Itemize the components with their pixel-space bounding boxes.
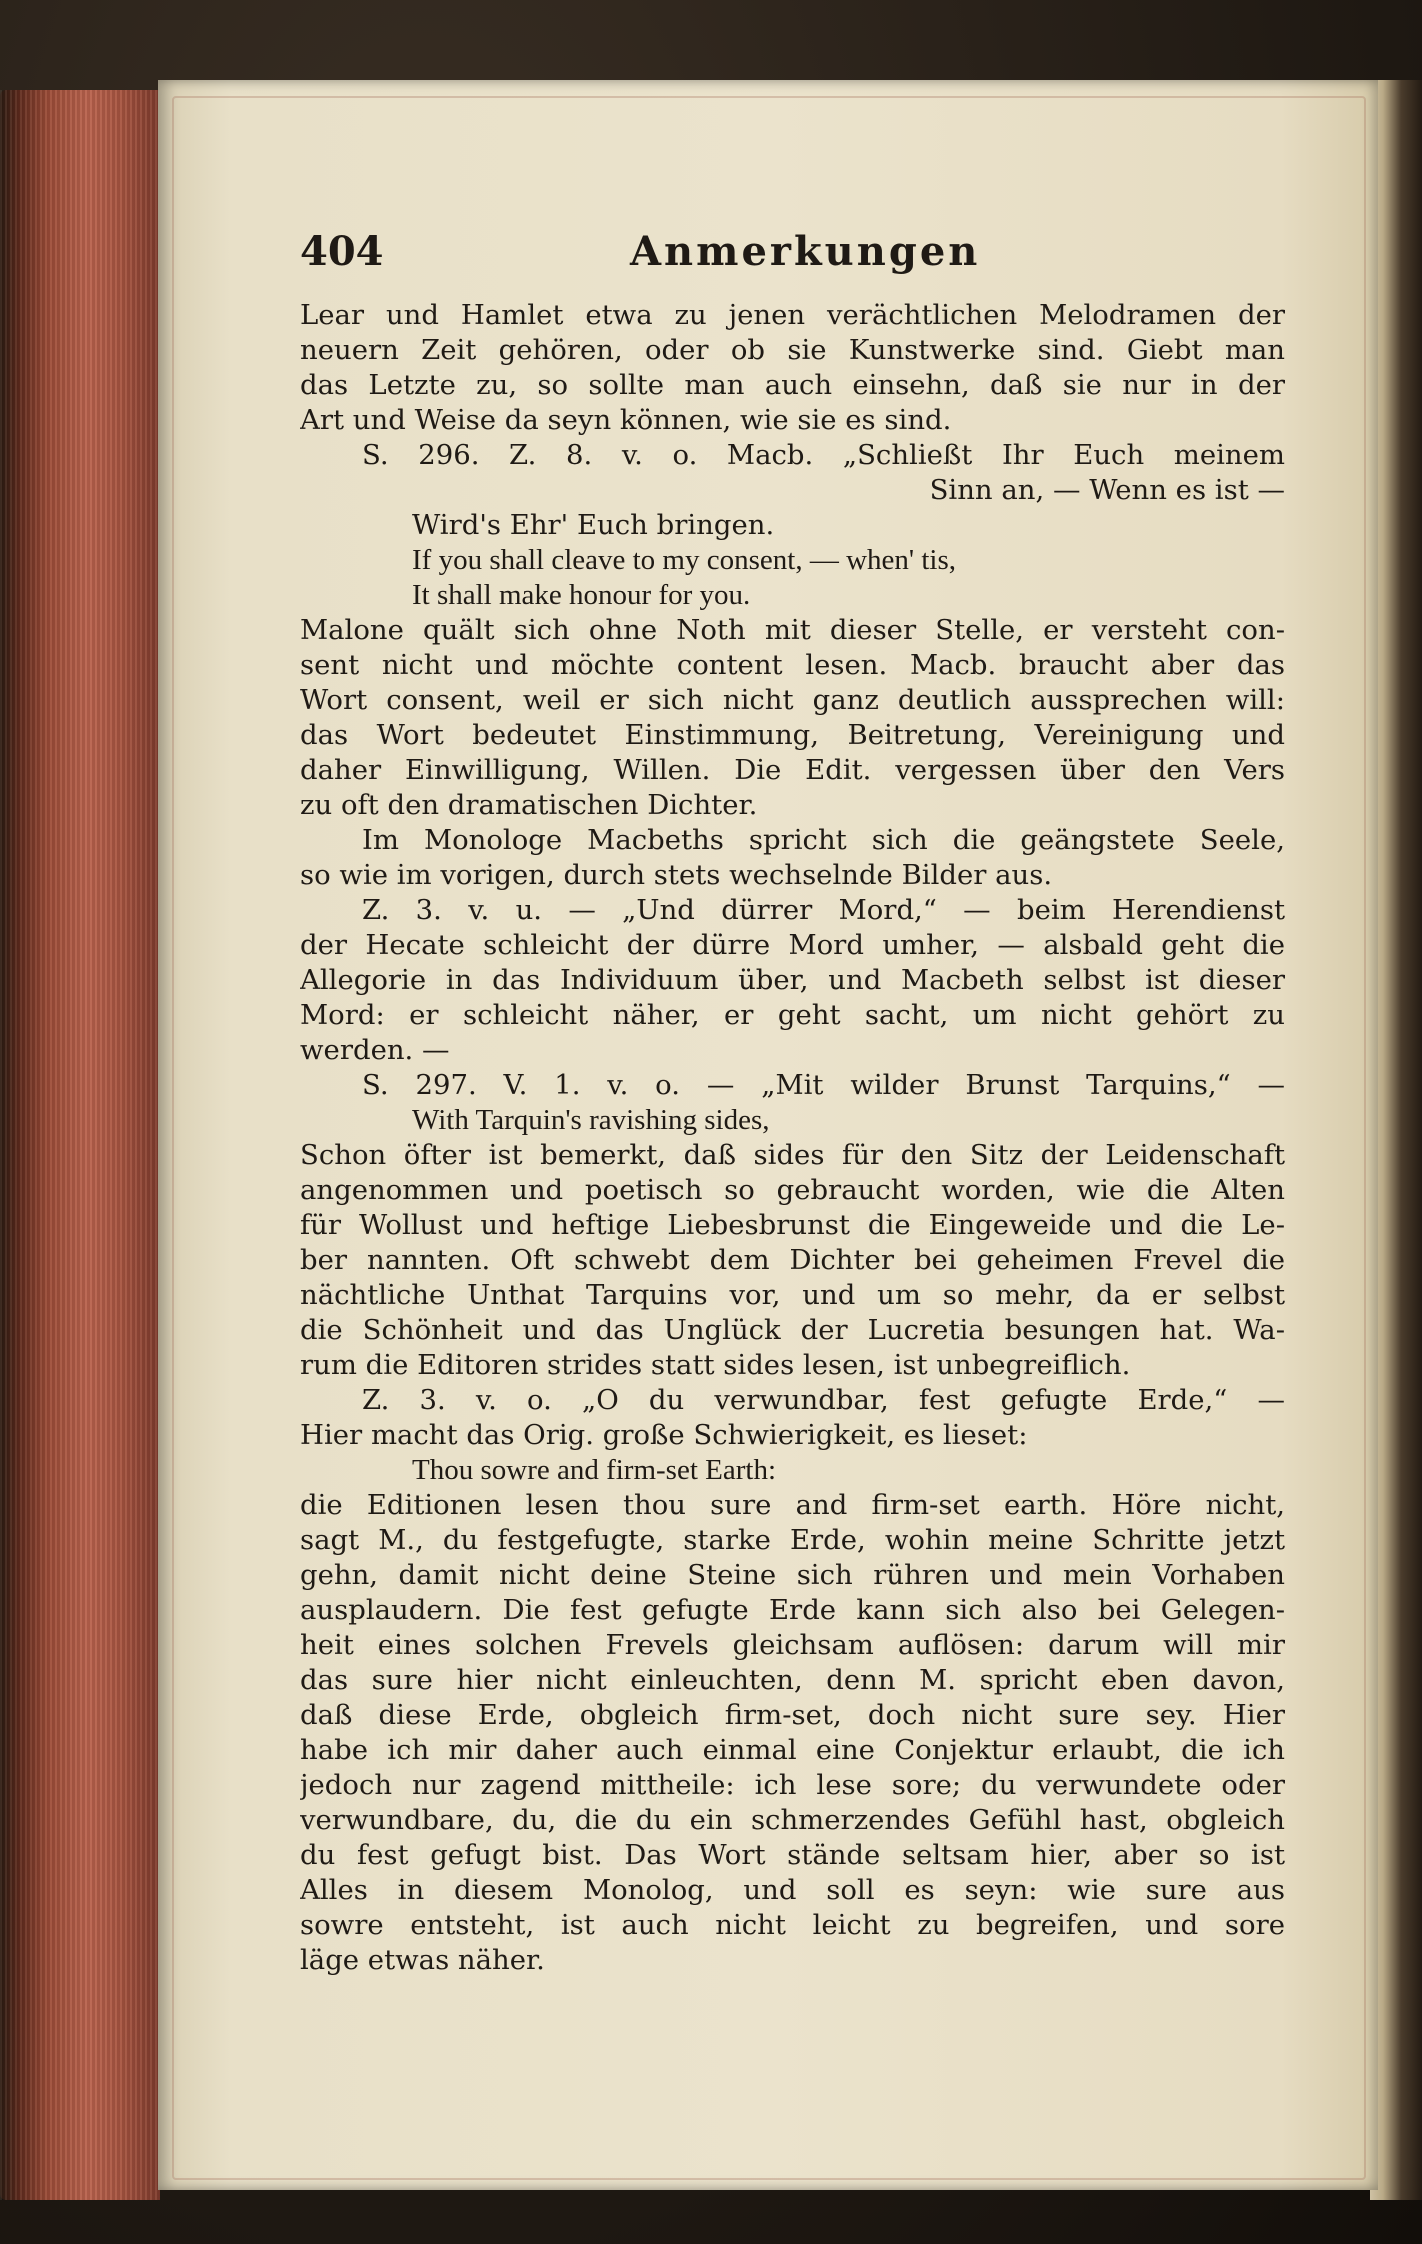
text-line: werden. — (300, 1034, 450, 1066)
text-line: läge etwas näher. (300, 1944, 545, 1976)
text-line: der Hecate schleicht der dürre Mord umher, — alsbald geht die (300, 929, 1285, 961)
text-line: Lear und Hamlet etwa zu jenen verächtlichen Melodramen der (300, 299, 1285, 331)
page-edge-texture (0, 90, 160, 2200)
text-line: das sure hier nicht einleuchten, denn M. spricht eben davon, (300, 1664, 1285, 1696)
text-line: Wort consent, weil er sich nicht ganz deutlich aussprechen will: (300, 684, 1285, 716)
text-line: sowre entsteht, ist auch nicht leicht zu begreifen, und sore (300, 1909, 1285, 1941)
text-line: Z. 3. v. o. „O du verwundbar, fest gefugte Erde,“ — (362, 1384, 1285, 1416)
english-quote-line: With Tarquin's ravishing sides, (412, 1104, 770, 1136)
text-line: angenommen und poetisch so gebraucht worden, wie die Alten (300, 1174, 1285, 1206)
text-line: daher Einwilligung, Willen. Die Edit. vergessen über den Vers (300, 754, 1285, 786)
text-line: sent nicht und möchte content lesen. Macb. braucht aber das (300, 649, 1285, 681)
text-line: neuern Zeit gehören, oder ob sie Kunstwerke sind. Giebt man (300, 334, 1285, 366)
text-line: Allegorie in das Individuum über, und Macbeth selbst ist dieser (300, 964, 1285, 996)
text-line: Schon öfter ist bemerkt, daß sides für den Sitz der Leidenschaft (300, 1139, 1285, 1171)
verse-line: Wird's Ehr' Euch bringen. (412, 509, 775, 541)
text-line: so wie im vorigen, durch stets wechselnde Bilder aus. (300, 859, 1053, 891)
text-line: Z. 3. v. u. — „Und dürrer Mord,“ — beim Herendienst (362, 894, 1285, 926)
page-header (300, 228, 1285, 298)
text-line: sagt M., du festgefugte, starke Erde, wohin meine Schritte jetzt (300, 1524, 1285, 1556)
page-content (300, 228, 1285, 1978)
text-line: für Wollust und heftige Liebesbrunst die Eingeweide und die Le- (300, 1209, 1285, 1241)
text-line: gehn, damit nicht deine Steine sich rühren und mein Vorhaben (300, 1559, 1285, 1591)
text-line: habe ich mir daher auch einmal eine Conjektur erlaubt, die ich (300, 1734, 1285, 1766)
text-line: das Wort bedeutet Einstimmung, Beitretung, Vereinigung und (300, 719, 1285, 751)
text-line: heit eines solchen Frevels gleichsam auflösen: darum will mir (300, 1629, 1285, 1661)
text-line: daß diese Erde, obgleich firm-set, doch nicht sure sey. Hier (300, 1699, 1285, 1731)
text-line: rum die Editoren strides statt sides lesen, ist unbegreiflich. (300, 1349, 1131, 1381)
text-line: Art und Weise da seyn können, wie sie es sind. (300, 404, 952, 436)
text-line: Malone quält sich ohne Noth mit dieser Stelle, er versteht con- (300, 614, 1285, 646)
english-quote-line: It shall make honour for you. (412, 579, 751, 611)
text-line: Mord: er schleicht näher, er geht sacht, um nicht gehört zu (300, 999, 1285, 1031)
text-line: Sinn an, — Wenn es ist — (929, 474, 1285, 506)
page-number: 404 (300, 228, 384, 275)
text-line: du fest gefugt bist. Das Wort stände seltsam hier, aber so ist (300, 1839, 1285, 1871)
english-quote-line: If you shall cleave to my consent, — when' tis, (412, 544, 957, 576)
text-line: die Schönheit und das Unglück der Lucretia besungen hat. Wa- (300, 1314, 1285, 1346)
text-line: nächtliche Unthat Tarquins vor, und um so mehr, da er selbst (300, 1279, 1285, 1311)
text-line: das Letzte zu, so sollte man auch einsehn, daß sie nur in der (300, 369, 1285, 401)
english-quote-line: Thou sowre and firm-set Earth: (412, 1454, 777, 1486)
text-line: ber nannten. Oft schwebt dem Dichter bei geheimen Frevel die (300, 1244, 1285, 1276)
text-line: Hier macht das Orig. große Schwierigkeit, es lieset: (300, 1419, 1028, 1451)
running-head: Anmerkungen (630, 228, 981, 275)
text-line: zu oft den dramatischen Dichter. (300, 789, 758, 821)
text-line: jedoch nur zagend mittheile: ich lese sore; du verwundete oder (300, 1769, 1285, 1801)
text-line: S. 296. Z. 8. v. o. Macb. „Schließt Ihr Euch meinem (362, 439, 1285, 471)
text-line: Im Monologe Macbeths spricht sich die geängstete Seele, (362, 824, 1285, 856)
text-line: ausplaudern. Die fest gefugte Erde kann sich also bei Gelegen- (300, 1594, 1285, 1626)
book-page-edges (0, 90, 160, 2200)
body-text (300, 298, 1285, 1978)
text-line: Alles in diesem Monolog, und soll es seyn: wie sure aus (300, 1874, 1285, 1906)
text-line: S. 297. V. 1. v. o. — „Mit wilder Brunst Tarquins,“ — (362, 1069, 1285, 1101)
text-line: verwundbare, du, die du ein schmerzendes Gefühl hast, obgleich (300, 1804, 1285, 1836)
text-line: die Editionen lesen thou sure and firm-set earth. Höre nicht, (300, 1489, 1285, 1521)
